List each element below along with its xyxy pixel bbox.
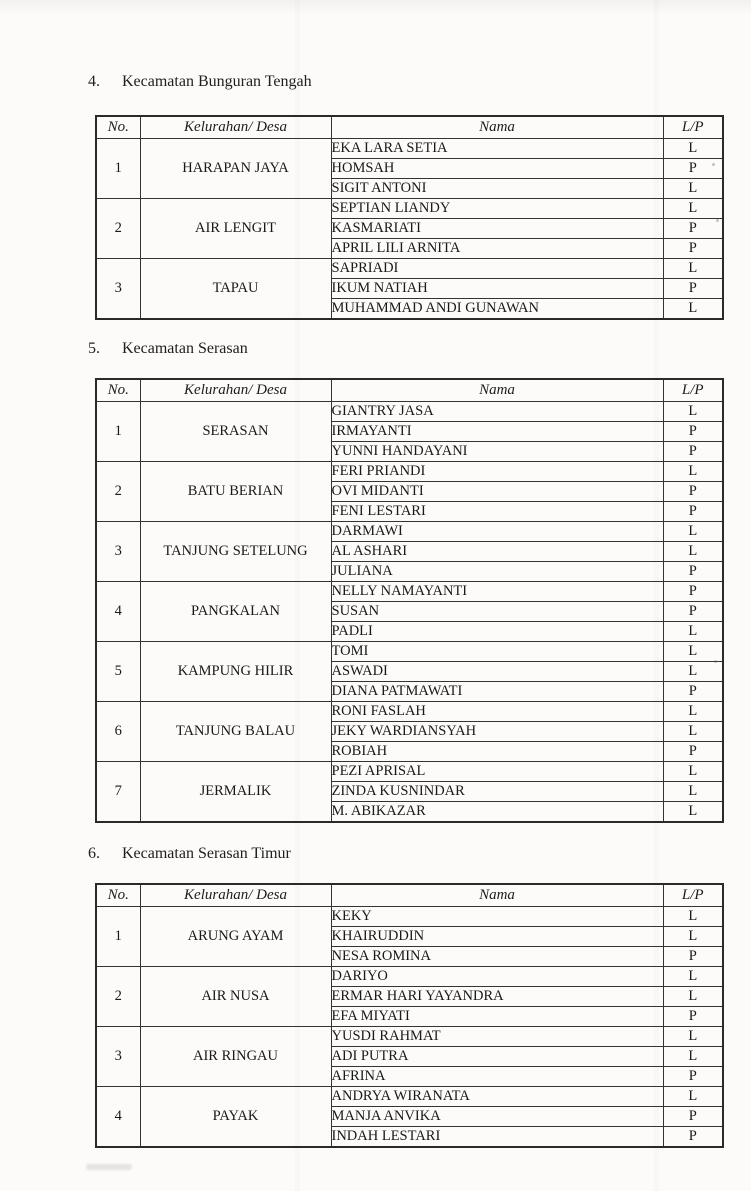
cell-lp: P <box>663 442 723 462</box>
col-header-lp: L/P <box>663 379 723 402</box>
cell-lp: P <box>663 159 723 179</box>
cell-no: 3 <box>96 259 140 320</box>
cell-nama: DARMAWI <box>331 522 663 542</box>
cell-nama: DIANA PATMAWATI <box>331 682 663 702</box>
cell-no: 1 <box>96 402 140 462</box>
cell-lp: L <box>663 1087 723 1107</box>
scan-speck <box>712 163 715 166</box>
cell-lp: L <box>663 762 723 782</box>
table-row <box>96 1027 723 1047</box>
cell-no: 2 <box>96 462 140 522</box>
cell-lp: P <box>663 742 723 762</box>
cell-lp: P <box>663 239 723 259</box>
cell-kelurahan: BATU BERIAN <box>140 462 331 522</box>
cell-no: 1 <box>96 907 140 967</box>
cell-kelurahan: PANGKALAN <box>140 582 331 642</box>
table-row <box>96 582 723 602</box>
cell-nama: YUSDI RAHMAT <box>331 1027 663 1047</box>
section-number: 6. <box>88 845 100 862</box>
cell-nama: OVI MIDANTI <box>331 482 663 502</box>
cell-nama: NESA ROMINA <box>331 947 663 967</box>
cell-lp: L <box>663 199 723 219</box>
cell-lp: P <box>663 422 723 442</box>
cell-lp: L <box>663 987 723 1007</box>
cell-lp: L <box>663 542 723 562</box>
cell-nama: KHAIRUDDIN <box>331 927 663 947</box>
table-row <box>96 522 723 542</box>
cell-lp: P <box>663 947 723 967</box>
cell-no: 7 <box>96 762 140 823</box>
cell-lp: P <box>663 1067 723 1087</box>
table-row <box>96 1087 723 1107</box>
cell-no: 5 <box>96 642 140 702</box>
cell-nama: KASMARIATI <box>331 219 663 239</box>
header-row <box>96 884 723 907</box>
scan-smudge <box>86 1164 132 1170</box>
cell-nama: JEKY WARDIANSYAH <box>331 722 663 742</box>
cell-kelurahan: ARUNG AYAM <box>140 907 331 967</box>
cell-nama: FERI PRIANDI <box>331 462 663 482</box>
cell-no: 4 <box>96 582 140 642</box>
roster-table <box>95 115 724 320</box>
cell-kelurahan: HARAPAN JAYA <box>140 139 331 199</box>
cell-lp: P <box>663 1107 723 1127</box>
cell-lp: P <box>663 279 723 299</box>
cell-nama: SAPRIADI <box>331 259 663 279</box>
cell-no: 1 <box>96 139 140 199</box>
cell-lp: L <box>663 722 723 742</box>
cell-lp: L <box>663 802 723 823</box>
col-header-lp: L/P <box>663 884 723 907</box>
col-header-kelurahan: Kelurahan/ Desa <box>140 379 331 402</box>
cell-kelurahan: AIR RINGAU <box>140 1027 331 1087</box>
table-row <box>96 402 723 422</box>
cell-kelurahan: SERASAN <box>140 402 331 462</box>
cell-nama: AFRINA <box>331 1067 663 1087</box>
cell-lp: L <box>663 622 723 642</box>
section-title: Kecamatan Serasan <box>122 340 248 357</box>
cell-nama: IRMAYANTI <box>331 422 663 442</box>
cell-lp: L <box>663 179 723 199</box>
col-header-no: No. <box>96 379 140 402</box>
cell-lp: L <box>663 642 723 662</box>
cell-nama: ADI PUTRA <box>331 1047 663 1067</box>
table-row <box>96 462 723 482</box>
section-heading <box>88 0 751 91</box>
table-row <box>96 642 723 662</box>
cell-kelurahan: TAPAU <box>140 259 331 320</box>
cell-lp: L <box>663 1027 723 1047</box>
cell-nama: ROBIAH <box>331 742 663 762</box>
section-heading <box>88 340 751 358</box>
cell-lp: L <box>663 967 723 987</box>
section-title: Kecamatan Serasan Timur <box>122 845 291 862</box>
cell-nama: APRIL LILI ARNITA <box>331 239 663 259</box>
cell-nama: RONI FASLAH <box>331 702 663 722</box>
col-header-no: No. <box>96 884 140 907</box>
section-number: 4. <box>88 73 100 90</box>
table-row <box>96 259 723 279</box>
cell-lp: P <box>663 482 723 502</box>
table-body <box>96 402 723 823</box>
cell-nama: KEKY <box>331 907 663 927</box>
table-row <box>96 199 723 219</box>
cell-no: 3 <box>96 522 140 582</box>
header-row <box>96 116 723 139</box>
header-row <box>96 379 723 402</box>
table-header <box>96 379 723 402</box>
col-header-kelurahan: Kelurahan/ Desa <box>140 116 331 139</box>
cell-nama: M. ABIKAZAR <box>331 802 663 823</box>
cell-lp: P <box>663 562 723 582</box>
cell-nama: TOMI <box>331 642 663 662</box>
cell-nama: DARIYO <box>331 967 663 987</box>
cell-lp: P <box>663 602 723 622</box>
cell-nama: PADLI <box>331 622 663 642</box>
cell-nama: MUHAMMAD ANDI GUNAWAN <box>331 299 663 320</box>
cell-no: 4 <box>96 1087 140 1148</box>
cell-kelurahan: AIR NUSA <box>140 967 331 1027</box>
cell-kelurahan: KAMPUNG HILIR <box>140 642 331 702</box>
cell-nama: PEZI APRISAL <box>331 762 663 782</box>
cell-no: 2 <box>96 199 140 259</box>
cell-lp: L <box>663 927 723 947</box>
cell-lp: L <box>663 462 723 482</box>
cell-nama: GIANTRY JASA <box>331 402 663 422</box>
cell-nama: SEPTIAN LIANDY <box>331 199 663 219</box>
cell-lp: P <box>663 1127 723 1148</box>
cell-lp: L <box>663 402 723 422</box>
cell-lp: P <box>663 582 723 602</box>
table-body <box>96 907 723 1148</box>
section-number: 5. <box>88 340 100 357</box>
section-title: Kecamatan Bunguran Tengah <box>122 73 312 90</box>
cell-nama: FENI LESTARI <box>331 502 663 522</box>
cell-nama: INDAH LESTARI <box>331 1127 663 1148</box>
section-heading <box>88 845 751 863</box>
cell-kelurahan: PAYAK <box>140 1087 331 1148</box>
col-header-no: No. <box>96 116 140 139</box>
cell-lp: L <box>663 662 723 682</box>
cell-lp: L <box>663 139 723 159</box>
cell-nama: EFA MIYATI <box>331 1007 663 1027</box>
cell-nama: EKA LARA SETIA <box>331 139 663 159</box>
col-header-kelurahan: Kelurahan/ Desa <box>140 884 331 907</box>
cell-no: 2 <box>96 967 140 1027</box>
cell-lp: L <box>663 782 723 802</box>
col-header-lp: L/P <box>663 116 723 139</box>
cell-nama: IKUM NATIAH <box>331 279 663 299</box>
cell-lp: P <box>663 1007 723 1027</box>
cell-nama: YUNNI HANDAYANI <box>331 442 663 462</box>
table-row <box>96 907 723 927</box>
table-header <box>96 884 723 907</box>
table-row <box>96 139 723 159</box>
cell-nama: NELLY NAMAYANTI <box>331 582 663 602</box>
cell-nama: SIGIT ANTONI <box>331 179 663 199</box>
col-header-nama: Nama <box>331 116 663 139</box>
cell-lp: L <box>663 299 723 320</box>
cell-kelurahan: JERMALIK <box>140 762 331 823</box>
cell-lp: P <box>663 219 723 239</box>
cell-kelurahan: TANJUNG BALAU <box>140 702 331 762</box>
roster-table <box>95 883 724 1148</box>
table-body <box>96 139 723 320</box>
cell-nama: HOMSAH <box>331 159 663 179</box>
cell-kelurahan: AIR LENGIT <box>140 199 331 259</box>
cell-kelurahan: TANJUNG SETELUNG <box>140 522 331 582</box>
cell-lp: P <box>663 502 723 522</box>
cell-lp: L <box>663 1047 723 1067</box>
table-row <box>96 762 723 782</box>
roster-table <box>95 378 724 823</box>
table-row <box>96 702 723 722</box>
col-header-nama: Nama <box>331 379 663 402</box>
cell-nama: ZINDA KUSNINDAR <box>331 782 663 802</box>
cell-no: 3 <box>96 1027 140 1087</box>
table-row <box>96 967 723 987</box>
cell-nama: AL ASHARI <box>331 542 663 562</box>
cell-nama: MANJA ANVIKA <box>331 1107 663 1127</box>
cell-lp: L <box>663 522 723 542</box>
cell-lp: L <box>663 907 723 927</box>
col-header-nama: Nama <box>331 884 663 907</box>
cell-no: 6 <box>96 702 140 762</box>
scan-speck <box>714 660 717 663</box>
cell-nama: ANDRYA WIRANATA <box>331 1087 663 1107</box>
table-header <box>96 116 723 139</box>
cell-nama: SUSAN <box>331 602 663 622</box>
cell-lp: P <box>663 682 723 702</box>
cell-lp: L <box>663 259 723 279</box>
cell-lp: L <box>663 702 723 722</box>
cell-nama: ASWADI <box>331 662 663 682</box>
cell-nama: JULIANA <box>331 562 663 582</box>
scan-speck <box>716 219 719 222</box>
cell-nama: ERMAR HARI YAYANDRA <box>331 987 663 1007</box>
